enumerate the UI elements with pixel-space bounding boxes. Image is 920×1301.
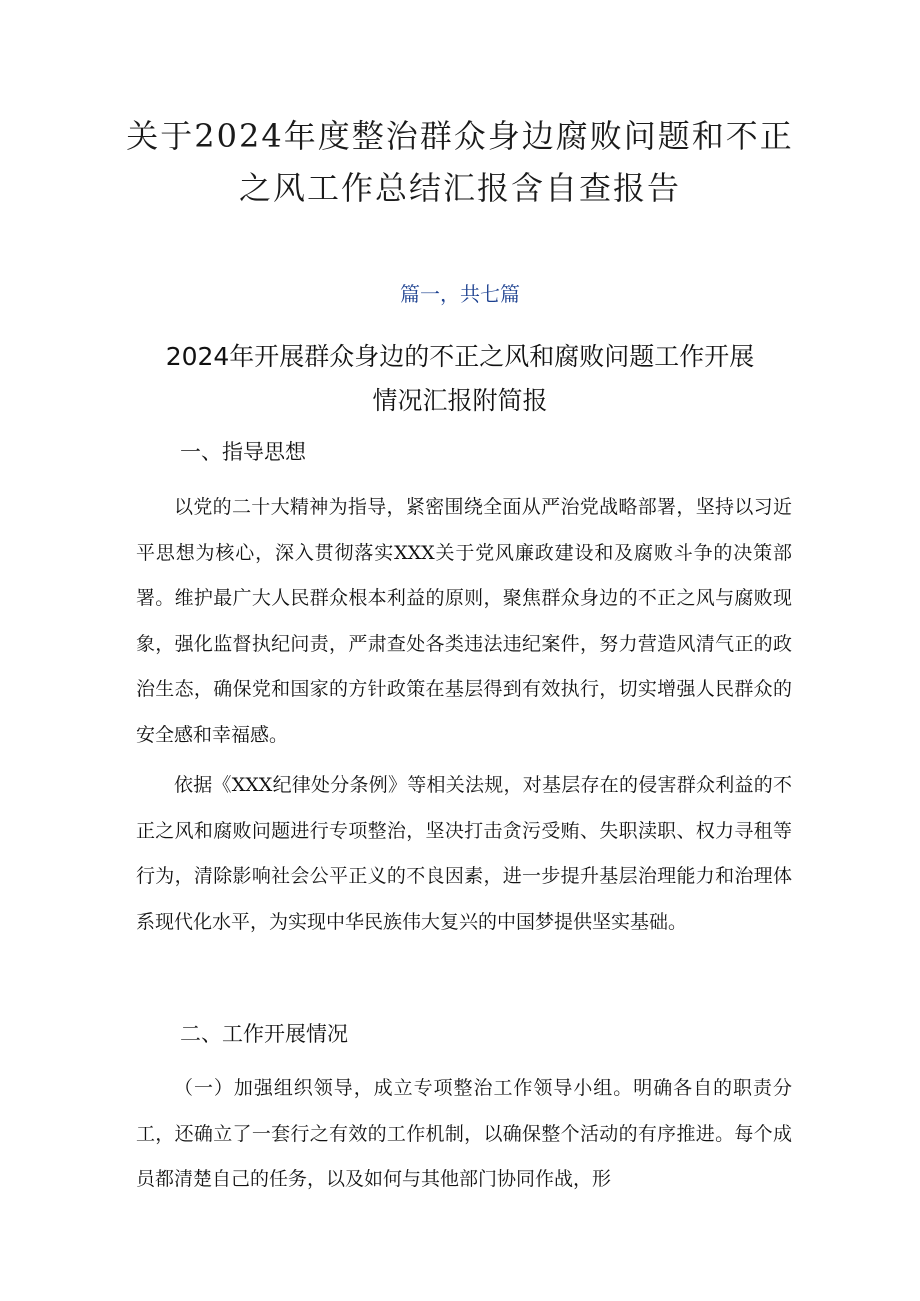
paragraph-work-progress-1: （一）加强组织领导，成立专项整治工作领导小组。明确各自的职责分工，还确立了一套行之有效的工作机制，以确保整个活动的有序推进。每个成员都清楚自己的任务，以及如何与其他部门协同作战，形 — [136, 1077, 792, 1190]
part-label: 篇一，共七篇 — [400, 282, 520, 306]
section-heading-work-progress: 二、工作开展情况 — [180, 1022, 348, 1046]
paragraph-guiding-ideology-2: 依据《XXX纪律处分条例》等相关法规，对基层存在的侵害群众利益的不正之风和腐败问题进行专项整治，坚决打击贪污受贿、失职渎职、权力寻租等行为，清除影响社会公平正义的不良因素，进一步提升基层治理能力和治理体系现代化水平，为实现中华民族伟大复兴的中国梦提供坚实基础。 — [136, 774, 792, 933]
section-heading-guiding-ideology: 一、指导思想 — [180, 440, 306, 464]
paragraph-guiding-ideology-1: 以党的二十大精神为指导，紧密围绕全面从严治党战略部署，坚持以习近平思想为核心，深入贯彻落实XXX关于党风廉政建设和及腐败斗争的决策部署。维护最广大人民群众根本利益的原则，聚焦群众身边的不正之风与腐败现象，强化监督执纪问责，严肃查处各类违法违纪案件，努力营造风清气正的政治生态，确保党和国家的方针政策在基层得到有效执行，切实增强人民群众的安全感和幸福感。 — [136, 496, 792, 746]
document-title: 关于2024年度整治群众身边腐败问题和不正之风工作总结汇报含自查报告 — [126, 117, 794, 207]
report-title: 2024年开展群众身边的不正之风和腐败问题工作开展情况汇报附简报 — [165, 342, 755, 415]
